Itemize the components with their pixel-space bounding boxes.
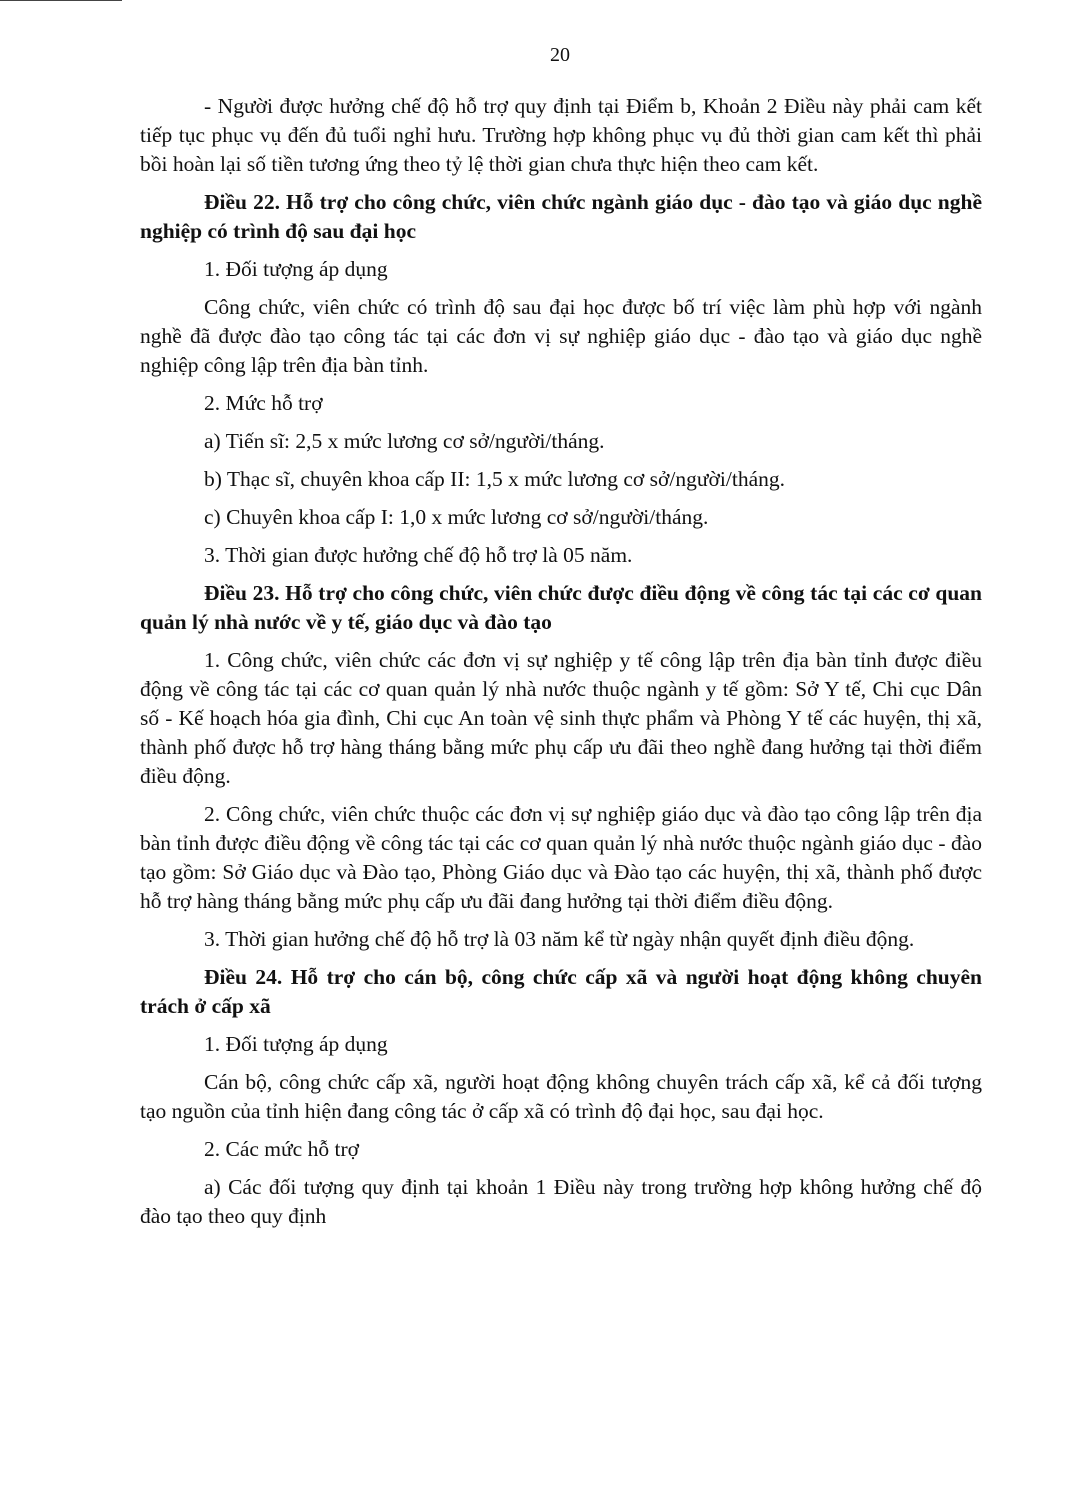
scan-edge-line [0,0,122,1]
article-24-clause-1-title: 1. Đối tượng áp dụng [204,1032,388,1056]
article-23-heading: Điều 23. Hỗ trợ cho công chức, viên chức được điều động về công tác tại các cơ quan quản lý nhà nước về y tế, giáo dục và đào tạo [140,581,982,634]
article-22-item-c: c) Chuyên khoa cấp I: 1,0 x mức lương cơ sở/người/tháng. [204,505,709,529]
article-24-clause-2-title: 2. Các mức hỗ trợ [204,1137,359,1161]
article-22-clause-1-title: 1. Đối tượng áp dụng [204,257,388,281]
page-number: 20 [550,44,570,66]
article-22-item-b: b) Thạc sĩ, chuyên khoa cấp II: 1,5 x mức lương cơ sở/người/tháng. [204,467,785,491]
document-body [140,92,982,1240]
article-23-clause-1: 1. Công chức, viên chức các đơn vị sự nghiệp y tế công lập trên địa bàn tỉnh được điều động về công tác tại các cơ quan quản lý nhà nước thuộc ngành y tế gồm: Sở Y tế, Chi cục Dân số - Kế hoạch hóa gia đình, Chi cục An toàn vệ sinh thực phẩm và Phòng Y tế các huyện, thị xã, thành phố được hỗ trợ hàng tháng bằng mức phụ cấp ưu đãi theo nghề đang hưởng tại thời điểm điều động. [140,648,982,788]
article-22-item-a: a) Tiến sĩ: 2,5 x mức lương cơ sở/người/tháng. [204,429,605,453]
article-22-clause-2-title: 2. Mức hỗ trợ [204,391,323,415]
article-24-item-a: a) Các đối tượng quy định tại khoản 1 Điều này trong trường hợp không hưởng chế độ đào tạo theo quy định [140,1175,982,1228]
article-22-clause-3: 3. Thời gian được hưởng chế độ hỗ trợ là 05 năm. [204,543,633,567]
article-23-clause-3: 3. Thời gian hưởng chế độ hỗ trợ là 03 năm kể từ ngày nhận quyết định điều động. [204,927,915,951]
paragraph-commitment: - Người được hưởng chế độ hỗ trợ quy định tại Điểm b, Khoản 2 Điều này phải cam kết tiếp tục phục vụ đến đủ tuổi nghỉ hưu. Trường hợp không phục vụ đủ thời gian cam kết thì phải bồi hoàn lại số tiền tương ứng theo tỷ lệ thời gian chưa thực hiện theo cam kết. [140,94,982,176]
article-24-clause-1-body: Cán bộ, công chức cấp xã, người hoạt động không chuyên trách cấp xã, kể cả đối tượng tạo nguồn của tỉnh hiện đang công tác ở cấp xã có trình độ đại học, sau đại học. [140,1070,982,1123]
article-22-heading: Điều 22. Hỗ trợ cho công chức, viên chức ngành giáo dục - đào tạo và giáo dục nghề nghiệp có trình độ sau đại học [140,190,982,243]
article-23-clause-2: 2. Công chức, viên chức thuộc các đơn vị sự nghiệp giáo dục và đào tạo công lập trên địa bàn tỉnh được điều động về công tác tại các cơ quan quản lý nhà nước thuộc ngành giáo dục - đào tạo gồm: Sở Giáo dục và Đào tạo, Phòng Giáo dục và Đào tạo các huyện, thị xã, thành phố được hỗ trợ hàng tháng bằng mức phụ cấp ưu đãi đang hưởng tại thời điểm điều động. [140,802,982,913]
article-24-heading: Điều 24. Hỗ trợ cho cán bộ, công chức cấp xã và người hoạt động không chuyên trách ở cấp xã [140,965,982,1018]
article-22-clause-1-body: Công chức, viên chức có trình độ sau đại học được bố trí việc làm phù hợp với ngành nghề đã được đào tạo công tác tại các đơn vị sự nghiệp giáo dục - đào tạo và giáo dục nghề nghiệp công lập trên địa bàn tỉnh. [140,295,982,377]
